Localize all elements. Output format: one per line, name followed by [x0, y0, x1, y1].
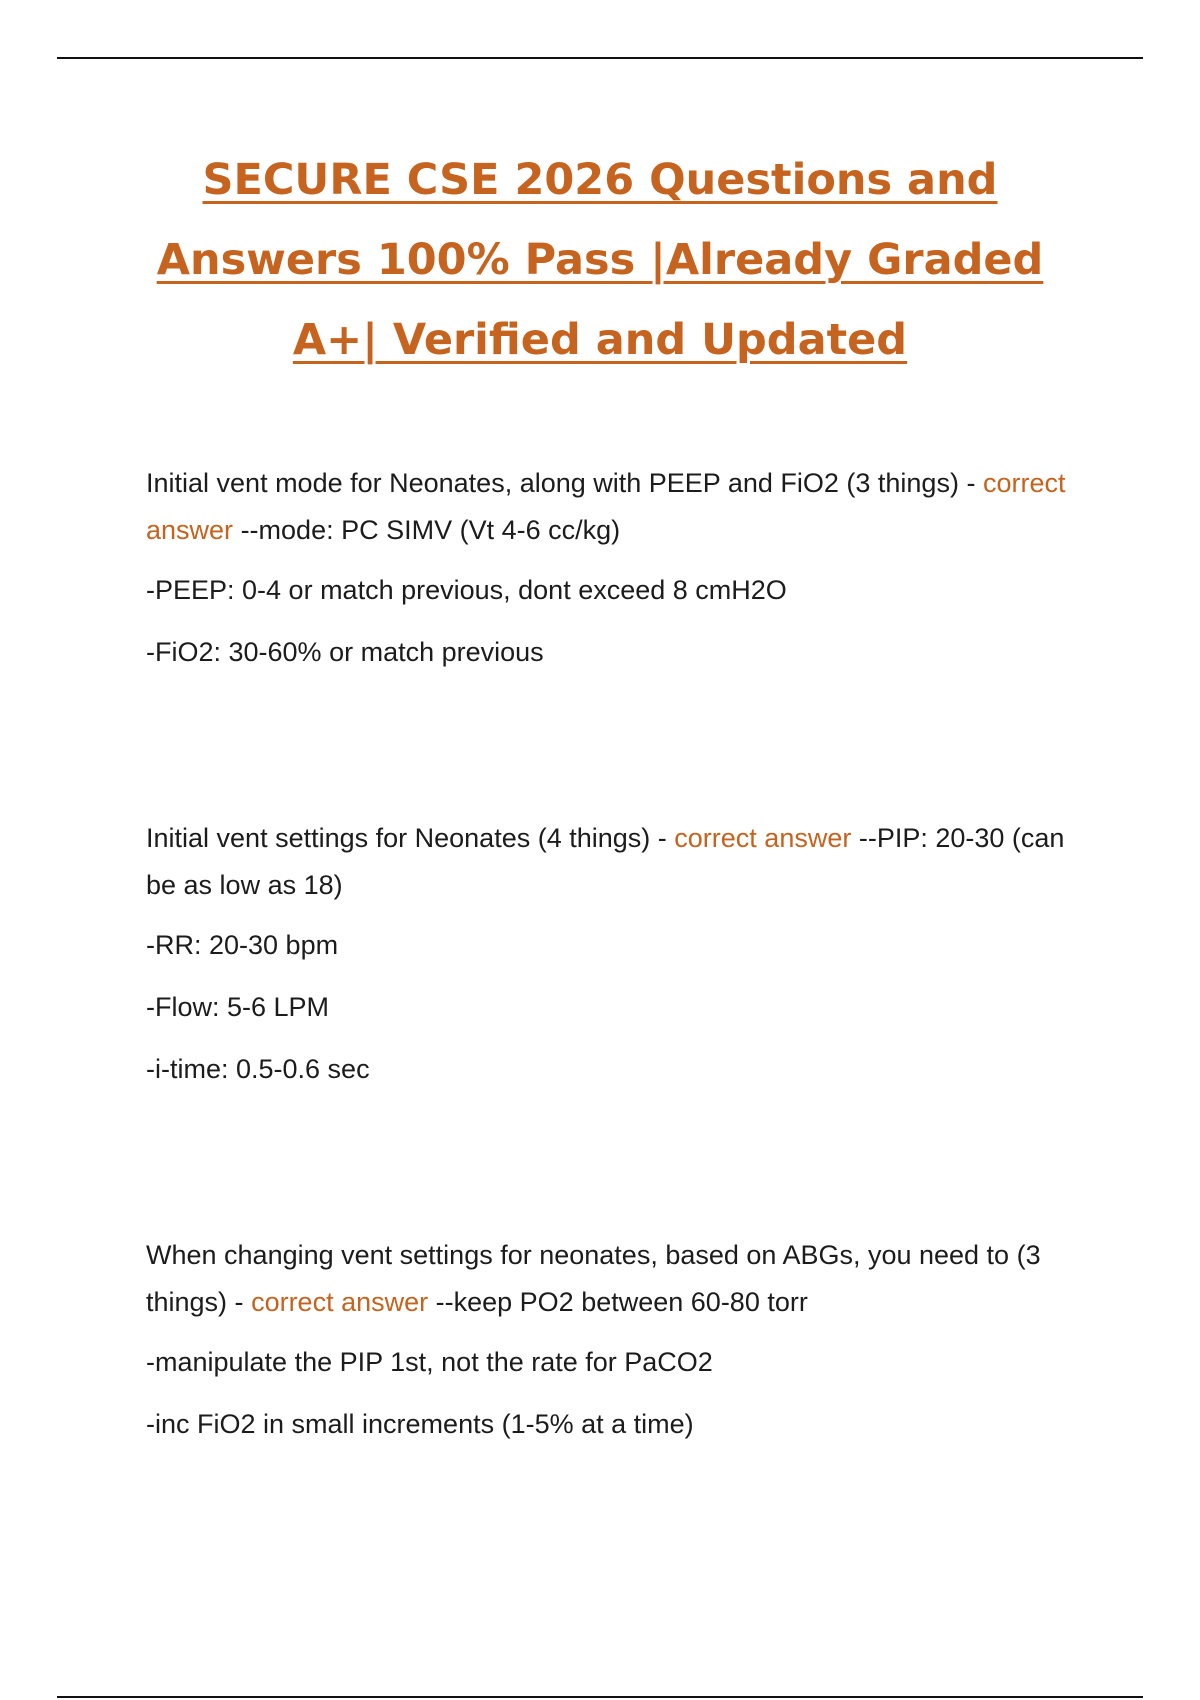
answer-detail-line: -inc FiO2 in small increments (1-5% at a time)	[146, 1409, 694, 1439]
qa-question-paragraph	[146, 1232, 1096, 1326]
question-text: Initial vent mode for Neonates, along with PEEP and FiO2 (3 things) -	[146, 468, 976, 498]
question-text: When changing vent settings for neonates, based on ABGs, you need to (3 things) -	[146, 1240, 1041, 1317]
document-title	[100, 140, 1100, 380]
top-divider	[57, 57, 1143, 59]
title-line-3: A+| Verified and Updated	[292, 315, 908, 365]
correct-answer-label: correct answer	[146, 468, 1066, 545]
answer-detail-line: -RR: 20-30 bpm	[146, 930, 339, 960]
correct-answer-label: correct answer	[251, 1287, 429, 1317]
title-line-1: SECURE CSE 2026 Questions and	[202, 155, 998, 205]
answer-detail-line: -manipulate the PIP 1st, not the rate for PaCO2	[146, 1347, 713, 1377]
qa-item-3	[146, 1232, 1096, 1463]
title-line-2: Answers 100% Pass |Already Graded	[156, 235, 1044, 285]
answer-text: --mode: PC SIMV (Vt 4-6 cc/kg)	[240, 515, 621, 545]
qa-item-2	[146, 815, 1096, 1108]
answer-detail-line: -PEEP: 0-4 or match previous, dont exceed 8 cmH2O	[146, 575, 787, 605]
question-text: Initial vent settings for Neonates (4 things) -	[146, 823, 667, 853]
answer-text: --PIP: 20-30 (can be as low as 18)	[146, 823, 1065, 900]
qa-item-1	[146, 460, 1096, 691]
qa-question-paragraph	[146, 815, 1096, 909]
answer-text: --keep PO2 between 60-80 torr	[435, 1287, 808, 1317]
answer-detail-line: -FiO2: 30-60% or match previous	[146, 637, 544, 667]
correct-answer-label: correct answer	[674, 823, 852, 853]
bottom-divider	[57, 1696, 1143, 1698]
qa-question-paragraph	[146, 460, 1096, 554]
answer-detail-line: -Flow: 5-6 LPM	[146, 992, 330, 1022]
answer-detail-line: -i-time: 0.5-0.6 sec	[146, 1054, 370, 1084]
